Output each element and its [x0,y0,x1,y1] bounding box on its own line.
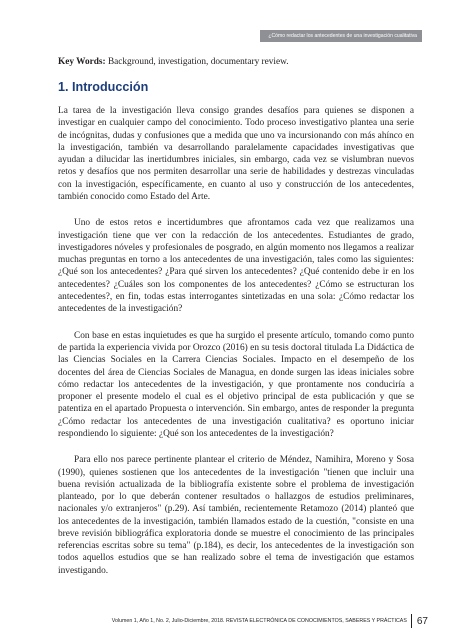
keywords-label: Key Words: [58,57,106,67]
page-footer [0,614,428,628]
paragraph: La tarea de la investigación lleva consigo grandes desafíos para quienes se disponen a investigar en cualquier campo del conocimiento. Todo proceso investigativo plantea una serie de incógnitas, dudas y confusiones que a medida que uno va incursionando con más ahínco en la investigación, también va desarrollando paralelamente capacidades investigativas que ayudan a dilucidar las inertidumbres iniciales, sin embargo, cada vez se vislumbran nuevos retos y desafíos que nos permiten desarrollar una serie de habilidades y destrezas vinculadas con la investigación, específicamente, en cuanto al uso y construcción de los antecedentes, también conocido como Estado del Arte. [58,106,414,202]
section-heading: 1. Introducción [58,80,149,94]
page-content [58,56,414,591]
paragraph: Con base en estas inquietudes es que ha surgido el presente artículo, tomando como punto de partida la experiencia vivida por Orozco (2016) en su tesis doctoral titulada La Didáctica de las Ciencias Sociales en la Carrera Ciencias Sociales. Impacto en el desempeño de los docentes del área de Ciencias Sociales de Managua, en donde surgen las ideas iniciales sobre cómo redactar los antecedentes de la investigación, y que prontamente nos conduciría a proponer el presente modelo el cual es el objetivo principal de esta publicación y que se patentiza en el apartado Propuesta o intervención. Sin embargo, antes de responder la pregunta ¿Cómo redactar los antecedentes de una investigación cualitativa? es oportuno iniciar respondiendo lo siguiente: ¿Qué son los antecedentes de la investigación? [58,330,414,439]
footer-divider [411,614,412,628]
keywords-line [58,56,414,68]
paragraph: Para ello nos parece pertinente plantear el criterio de Méndez, Namihira, Moreno y Sosa (1990), quienes sostienen que los antecedentes de la investigación "tienen que incluir una buena revisión actualizada de la bibliografía existente sobre el problema de investigación planteado, por lo que deberán contener resultados o hallazgos de estudios preliminares, nacionales y/o extranjeros" (p.29). Así también, recientemente Retamozo (2014) planteó que los antecedentes de la investigación, también llamados estado de la cuestión, "consiste en una breve revisión bibliográfica exploratoria donde se muestre el conocimiento de las principales referencias escritas sobre su tema" (p.184), es decir, los antecedentes de la investigación son todos aquellos estudios que se han realizado sobre el tema de investigación que estamos investigando. [58,455,414,576]
page-number: 67 [416,615,428,627]
running-header: ¿Cómo redactar los antecedentes de una investigación cualitativa [260,30,422,42]
journal-citation: Volumen 1, Año 1, No. 2, Julio-Diciembre, 2018. REVISTA ELECTRÓNICA DE CONOCIMIENTOS, SABERES Y PRÁCTICAS [111,618,407,624]
keywords-text: Background, investigation, documentary review. [107,57,289,67]
paragraph: Uno de estos retos e incertidumbres que afrontamos cada vez que realizamos una investigación tiene que ver con la redacción de los antecedentes. Estudiantes de grado, investigadores nóveles y profesionales de posgrado, en algún momento nos llegamos a realizar muchas preguntas en torno a los antecedentes de una investigación, tales como las siguientes: ¿Qué son los antecedentes? ¿Para qué sirven los antecedentes? ¿Qué contenido debe ir en los antecedentes? ¿Cuáles son los componentes de los antecedentes? ¿Cómo se estructuran los antecedentes?, en fin, todas estas interrogantes sintetizadas en una sola: ¿Cómo redactar los antecedentes de la investigación? [58,218,414,315]
